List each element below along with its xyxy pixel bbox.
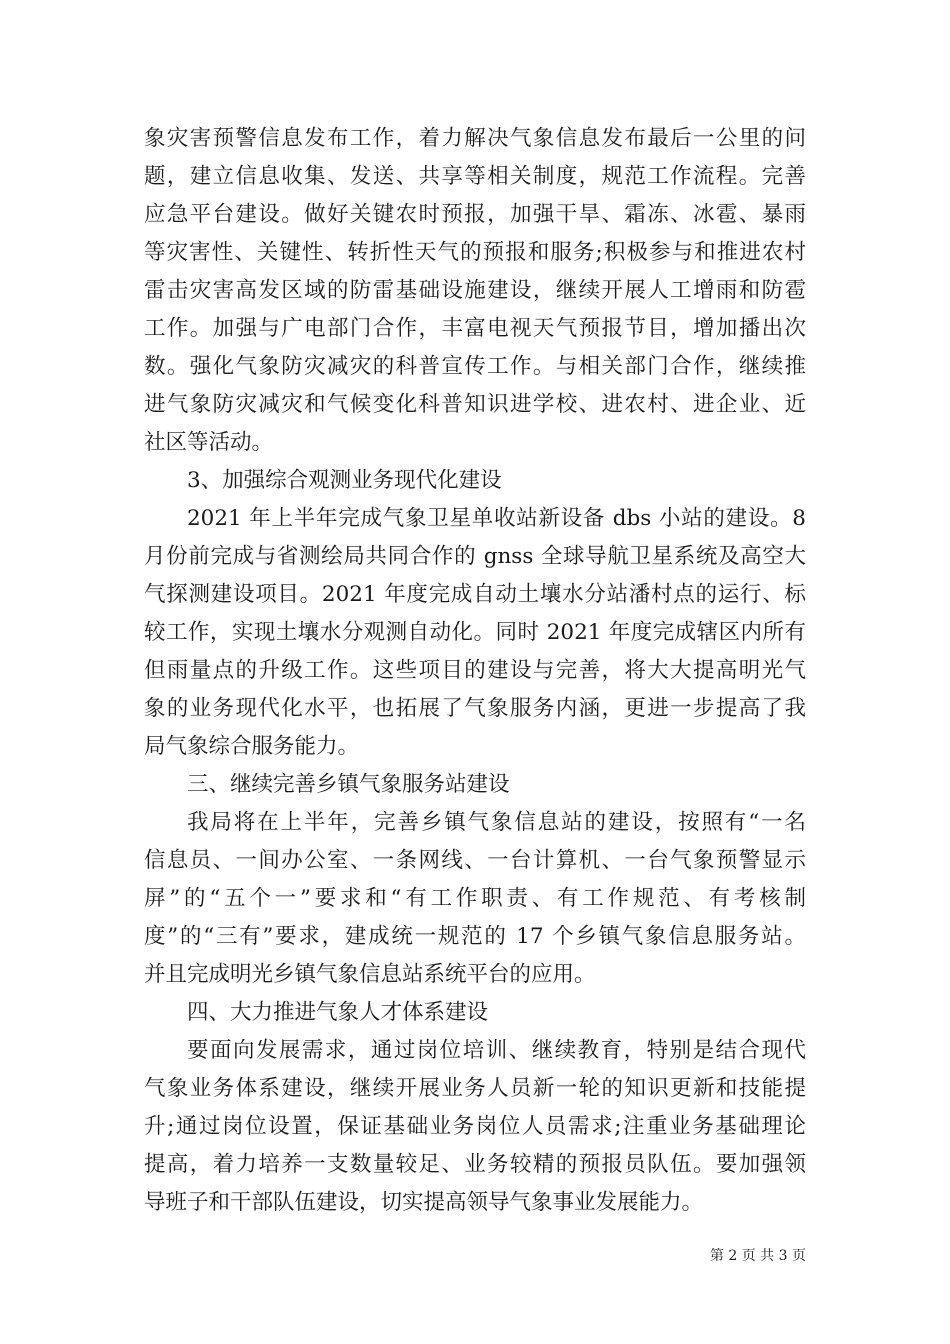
body-line: 雷击灾害高发区域的防雷基础设施建设，继续开展人工增雨和防雹 [144,278,806,303]
body-line: 屏”的“五个一”要求和“有工作职责、有工作规范、有考核制 [144,886,806,911]
section-heading: 3、加强综合观测业务现代化建设 [187,468,502,493]
body-line: 数。强化气象防灾减灾的科普宣传工作。与相关部门合作，继续推 [144,354,806,379]
body-line: 题，建立信息收集、发送、共享等相关制度，规范工作流程。完善 [144,164,806,189]
body-line: 工作。加强与广电部门合作，丰富电视天气预报节目，增加播出次 [144,316,806,341]
body-line: 要面向发展需求，通过岗位培训、继续教育，特别是结合现代 [187,1038,806,1063]
page-number: 第 2 页 共 3 页 [709,1248,806,1264]
section-heading: 三、继续完善乡镇气象服务站建设 [187,772,510,797]
body-line: 社区等活动。 [144,430,274,455]
section-heading: 四、大力推进气象人才体系建设 [187,1000,489,1025]
body-line: 气探测建设项目。2021 年度完成自动土壤水分站潘村点的运行、标 [144,582,806,607]
body-line: 气象业务体系建设，继续开展业务人员新一轮的知识更新和技能提 [144,1076,806,1101]
body-line: 并且完成明光乡镇气象信息站系统平台的应用。 [144,962,596,987]
body-line: 象的业务现代化水平，也拓展了气象服务内涵，更进一步提高了我 [144,696,806,721]
body-line: 提高，着力培养一支数量较足、业务较精的预报员队伍。要加强领 [144,1152,806,1177]
body-line: 我局将在上半年，完善乡镇气象信息站的建设，按照有“一名 [187,810,806,835]
body-line: 导班子和干部队伍建设，切实提高领导气象事业发展能力。 [144,1190,704,1215]
document-body [144,120,806,1222]
body-line: 进气象防灾减灾和气候变化科普知识进学校、进农村、进企业、近 [144,392,806,417]
body-line: 局气象综合服务能力。 [144,734,360,759]
body-line: 较工作，实现土壤水分观测自动化。同时 2021 年度完成辖区内所有 [144,620,806,645]
body-line: 2021 年上半年完成气象卫星单收站新设备 dbs 小站的建设。8 [187,506,806,531]
body-line: 应急平台建设。做好关键农时预报，加强干旱、霜冻、冰雹、暴雨 [144,202,806,227]
body-line: 月份前完成与省测绘局共同合作的 gnss 全球导航卫星系统及高空大 [144,544,806,569]
body-line: 信息员、一间办公室、一条网线、一台计算机、一台气象预警显示 [144,848,806,873]
body-line: 但雨量点的升级工作。这些项目的建设与完善，将大大提高明光气 [144,658,806,683]
body-line: 等灾害性、关键性、转折性天气的预报和服务;积极参与和推进农村 [144,240,806,265]
body-line: 度”的“三有”要求，建成统一规范的 17 个乡镇气象信息服务站。 [144,924,806,949]
body-line: 象灾害预警信息发布工作，着力解决气象信息发布最后一公里的问 [144,126,806,151]
body-line: 升;通过岗位设置，保证基础业务岗位人员需求;注重业务基础理论 [144,1114,806,1139]
